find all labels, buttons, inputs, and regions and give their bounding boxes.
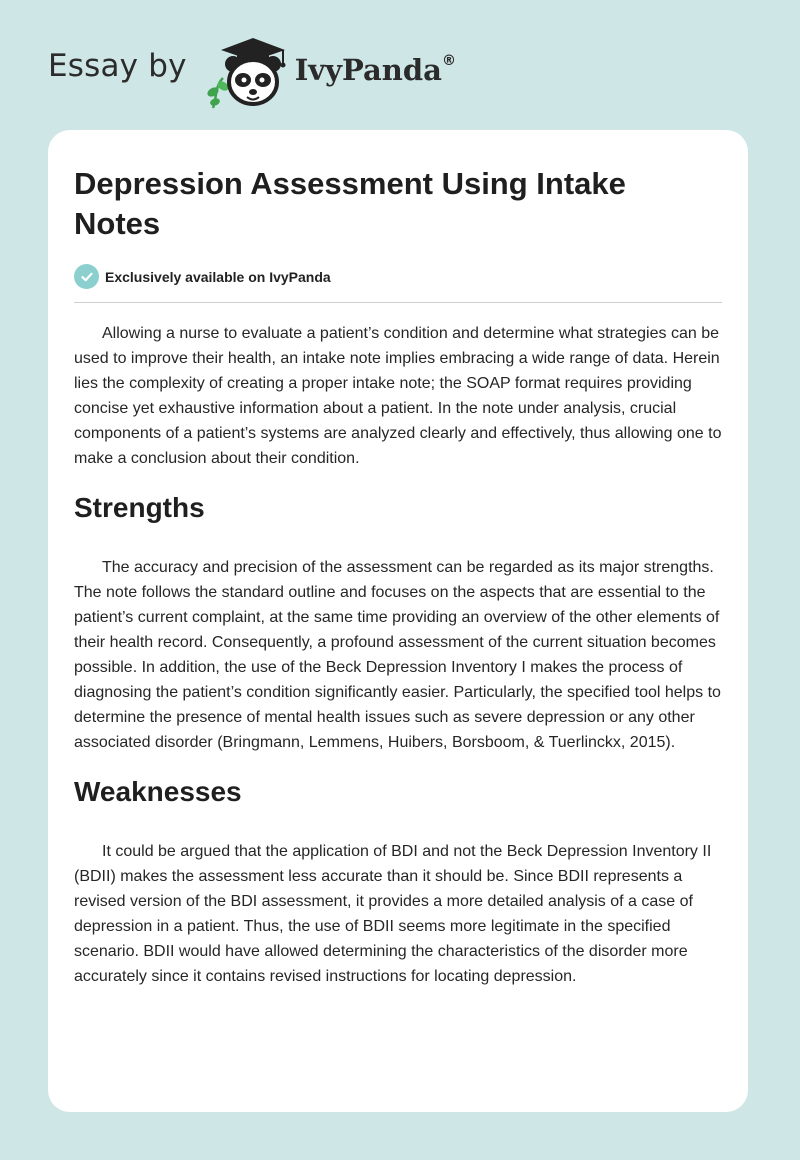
article-body: [74, 318, 726, 989]
exclusive-badge: [74, 264, 331, 289]
paragraph-strengths: The accuracy and precision of the assessment can be regarded as its major strengths. The note follows the standard outline and focuses on the aspects that are essential to the patient’s current complaint, at the same time providing an overview of the other elements of their health record. Consequently, a profound assessment of the current situation becomes possible. In addition, the use of the Beck Depression Inventory I makes the process of diagnosing the patient’s condition significantly easier. Particularly, the specified tool helps to determine the presence of mental health issues such as severe depression or any other associated disorder (Bringmann, Lemmens, Huibers, Borsboom, & Tuerlinckx, 2015).: [74, 559, 721, 751]
site-header: [48, 30, 456, 110]
divider: [74, 302, 722, 303]
panda-logo-icon[interactable]: [203, 30, 293, 110]
paragraph-intro: Allowing a nurse to evaluate a patient’s condition and determine what strategies can be used to improve their health, an intake note implies embracing a wide range of data. Herein lies the complexity of creating a proper intake note; the SOAP format requires providing concise yet exhaustive information about a patient. In the note under analysis, crucial components of a patient’s systems are analyzed clearly and effectively, thus allowing one to make a conclusion about their condition.: [74, 325, 722, 467]
heading-strengths: Strengths: [74, 492, 205, 523]
paragraph-weaknesses: It could be argued that the application of BDI and not the Beck Depression Inventory II (BDII) makes the assessment less accurate than it should be. Since BDII represents a revised version of the BDI assessment, it provides a more detailed analysis of a case of depression in a patient. Thus, the use of BDII seems more legitimate in the specified scenario. BDII would have allowed determining the characteristics of the disorder more accurately since it contains revised instructions for locating depression.: [74, 843, 712, 985]
checkmark-icon: [74, 264, 99, 289]
article-title: Depression Assessment Using Intake Notes: [74, 166, 626, 241]
article-card: [48, 130, 748, 1112]
exclusive-label: Exclusively available on IvyPanda: [105, 268, 331, 285]
heading-weaknesses: Weaknesses: [74, 776, 242, 807]
brand-name[interactable]: IvyPanda®: [294, 53, 456, 87]
registered-mark: ®: [441, 53, 456, 70]
essay-by-label: Essay by: [48, 48, 187, 84]
